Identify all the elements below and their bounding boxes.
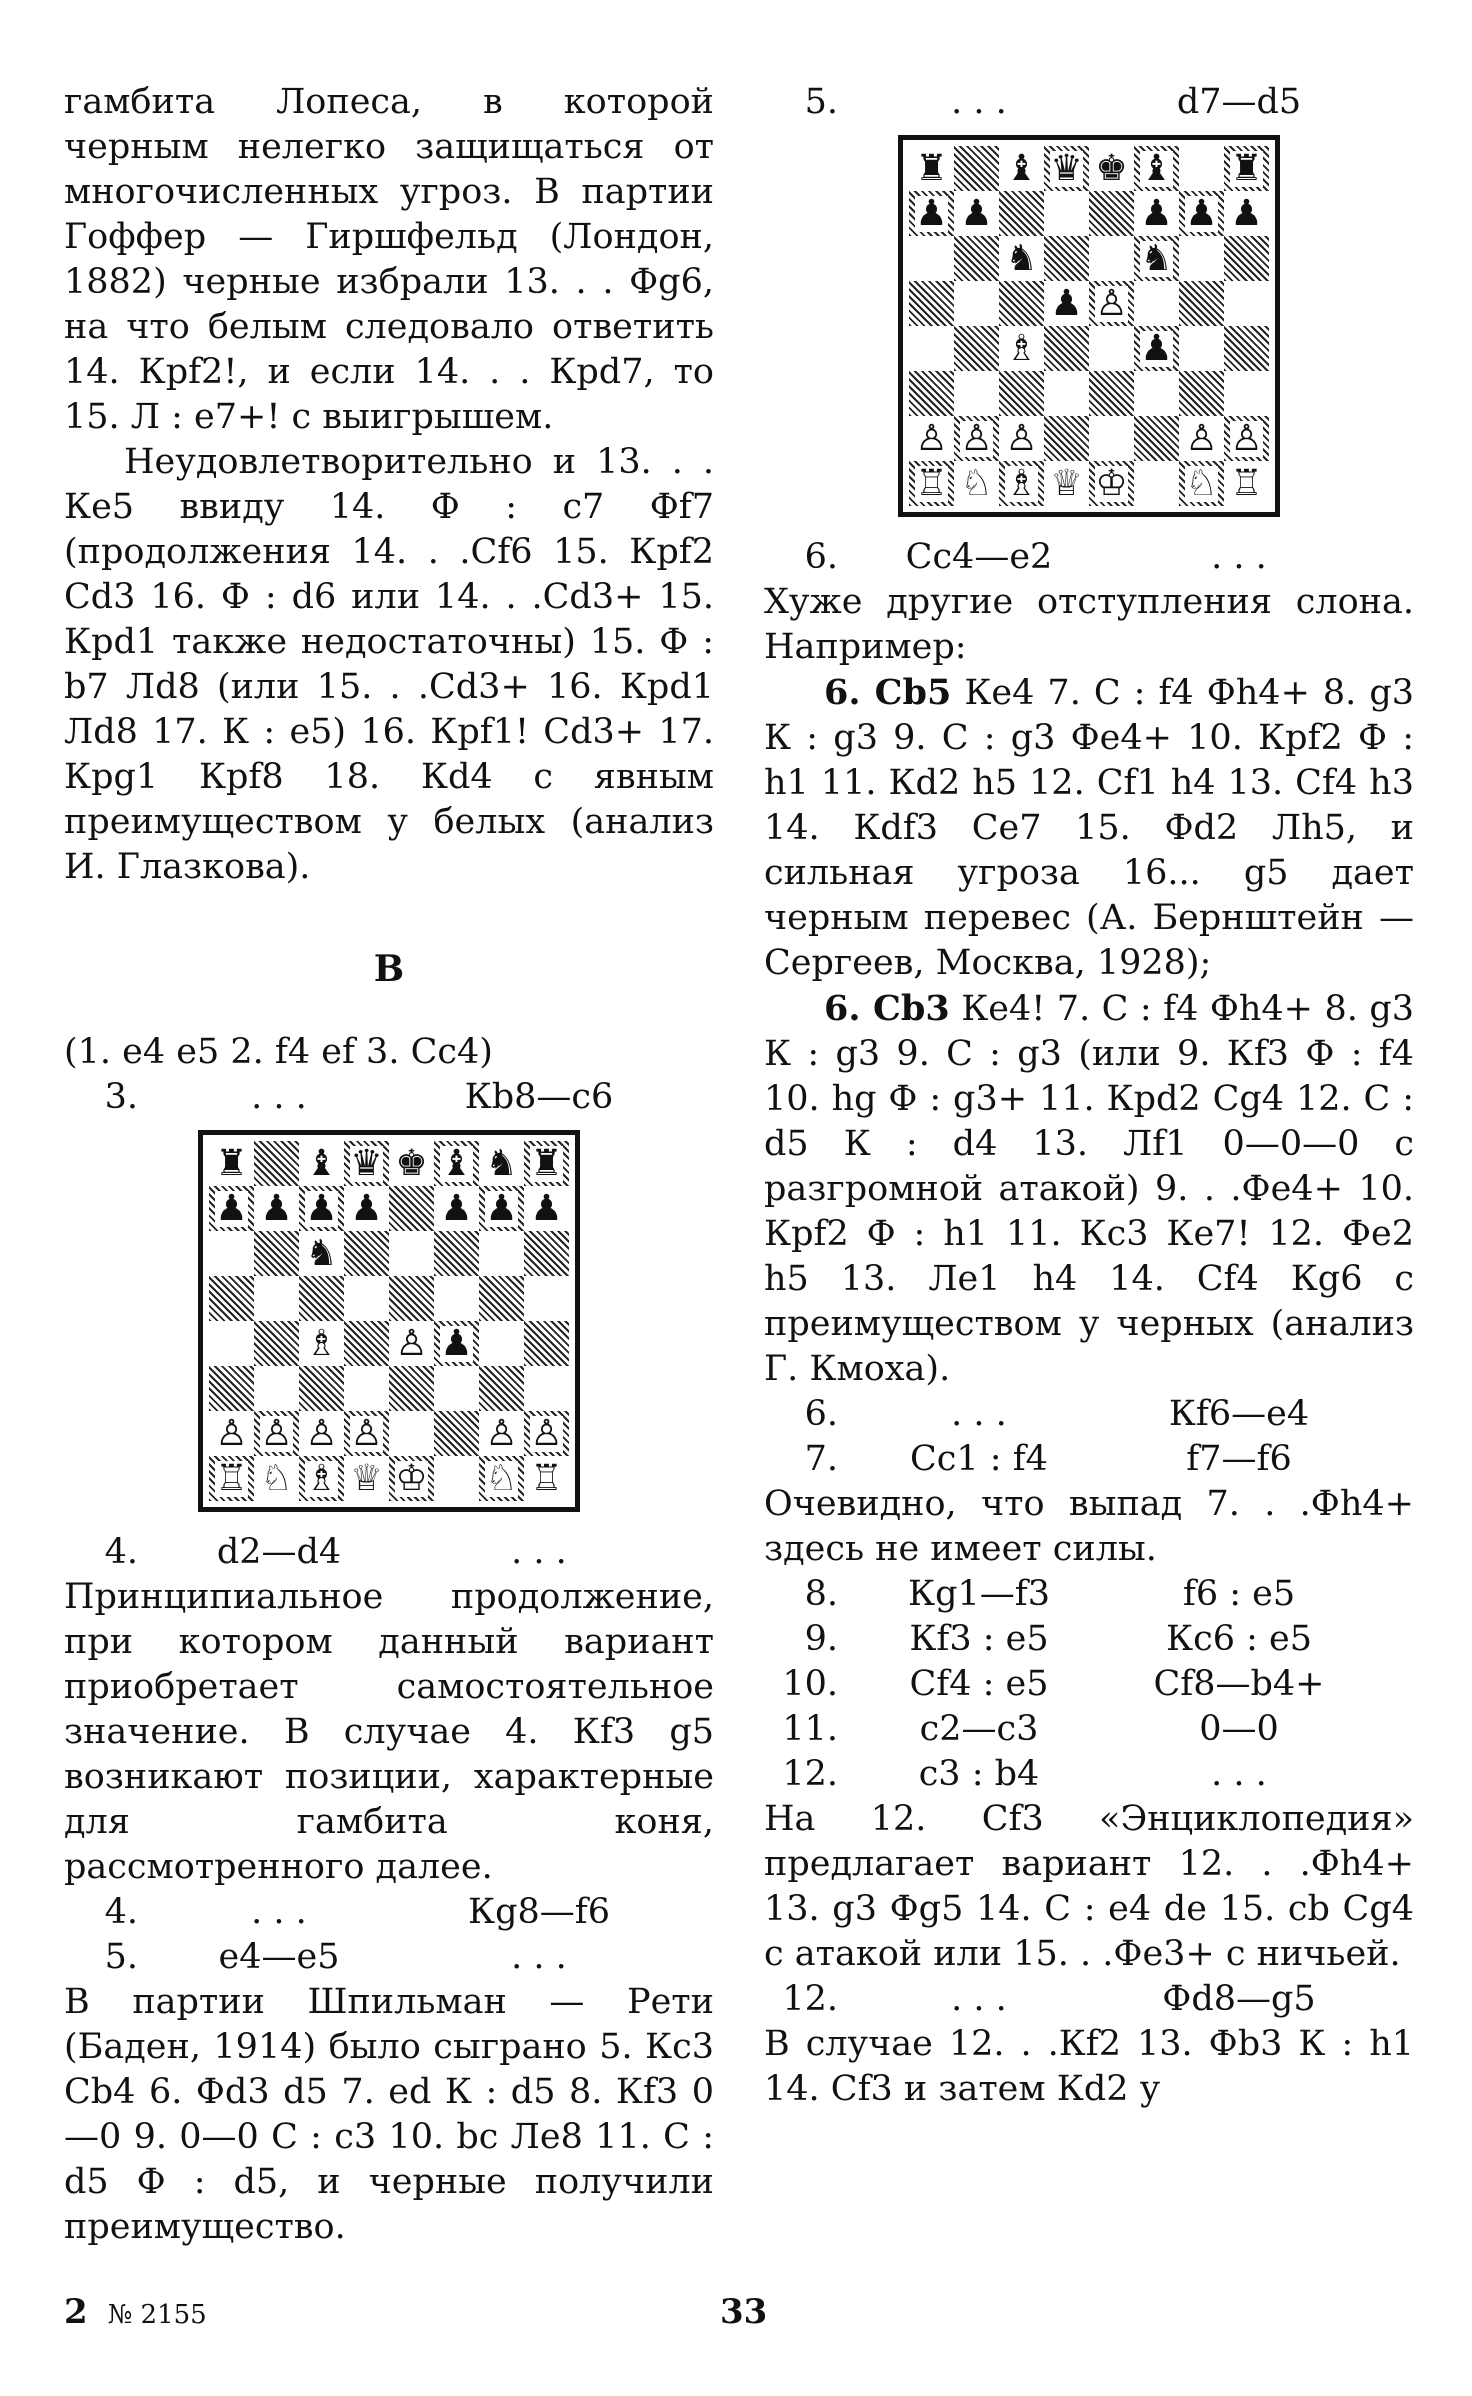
black-move: Сf8—b4+ [1153,1664,1325,1704]
chess-piece-icon: ♙ [960,417,993,459]
board-square [1179,236,1224,281]
chess-piece-icon: ♜ [915,147,948,189]
chess-piece-icon: ♝ [1005,147,1038,189]
board-square [344,1456,389,1501]
move-number: 5. [104,1937,138,1977]
chess-piece-icon: ♗ [1005,462,1038,504]
board-square [209,1366,254,1411]
chess-piece-icon: ♜ [1230,147,1263,189]
white-move: . . . [251,1892,307,1932]
board-square [1089,416,1134,461]
board-square [344,1231,389,1276]
white-move: . . . [951,1394,1007,1434]
move-row [64,1890,714,1935]
board-square [909,461,954,506]
chess-piece-icon: ♟ [1140,327,1173,369]
print-code: № 2155 [107,2300,207,2330]
board-square [344,1366,389,1411]
move-number: 8. [804,1574,838,1614]
board-square [434,1411,479,1456]
paragraph: Принципиальное продолжение, при котором данный вариант приобретает самостоятельное значение. В случае 4. Кf3 g5 возникают позиции, характерные для гамбита коня, рассмотренного далее. [64,1577,714,1887]
board-square [254,1411,299,1456]
board-square [299,1141,344,1186]
chess-piece-icon: ♙ [395,1322,428,1364]
board-square [1134,281,1179,326]
chess-piece-icon: ♟ [440,1187,473,1229]
black-move: . . . [511,1937,567,1977]
chess-piece-icon: ♖ [1230,462,1263,504]
board-square [1089,281,1134,326]
chess-piece-icon: ♙ [1095,282,1128,324]
black-move: 0—0 [1199,1709,1279,1749]
board-square [254,1141,299,1186]
chess-piece-icon: ♔ [395,1457,428,1499]
board-square [479,1276,524,1321]
board-square [954,416,999,461]
board-square [1224,461,1269,506]
board-square [254,1186,299,1231]
white-move: с2—с3 [919,1709,1039,1749]
white-move: Кf3 : е5 [909,1619,1049,1659]
chess-piece-icon: ♟ [485,1187,518,1229]
chess-piece-icon: ♙ [1185,417,1218,459]
black-move: Кf6—е4 [1168,1394,1310,1434]
board-square [1089,191,1134,236]
move-number: 9. [804,1619,838,1659]
board-square [909,281,954,326]
board-square [389,1456,434,1501]
board-square [1089,146,1134,191]
paragraph: Неудовлетворительно и 13. . . Ке5 ввиду 14. Ф : с7 Фf7 (продолжения 14. . .Сf6 15. Крf2 Сd3 16. Ф : d6 или 14. . .Сd3+ 15. Крd1 также недостаточны) 15. Ф : b7 Лd8 (или 15. . .Сd3+ 16. Крd1 Лd8 17. К : е5) 16. Крf1! Сd3+ 17. Крg1 Крf8 18. Кd4 с явным преимуществом у белых (анализ И. Глазкова). [64,442,714,887]
board-square [1134,416,1179,461]
board-square [524,1186,569,1231]
board-square [524,1456,569,1501]
board-square [1044,416,1089,461]
black-move: Кg8—f6 [468,1892,610,1932]
board-square [1044,191,1089,236]
move-number: 11. [782,1709,838,1749]
paragraph: Хуже другие отступления слона. Например: [764,582,1414,667]
black-move: Кb8—с6 [464,1077,614,1117]
move-number: 12. [782,1754,838,1794]
move-row [764,1977,1414,2022]
chess-piece-icon: ♟ [350,1187,383,1229]
white-move: d2—d4 [216,1532,342,1572]
chess-piece-icon: ♟ [1140,192,1173,234]
move-row [764,80,1414,125]
board-square [344,1141,389,1186]
variation-text: Ке4! 7. С : f4 Фh4+ 8. g3 К : g3 9. С : g3 (или 9. Кf3 Ф : f4 10. hg Ф : g3+ 11. Крd2 Сg4 12. С : d5 К : d4 13. Лf1 0—0—0 с разгромной атакой) 9. . .Фе4+ 10. Крf2 Ф : h1 11. Кс3 Ке7! 12. Фе2 h5 13. Ле1 h4 14. Сf4 Кg6 с преимуществом у черных (анализ Г. Кмоха). [764,989,1414,1389]
board-square [1179,461,1224,506]
board-square [479,1411,524,1456]
board-square [524,1276,569,1321]
board-square [909,191,954,236]
white-move: с3 : b4 [918,1754,1040,1794]
board-square [1134,461,1179,506]
move-row [764,1752,1414,1797]
chess-piece-icon: ♞ [1140,237,1173,279]
chess-piece-icon: ♚ [395,1142,428,1184]
board-square [1224,326,1269,371]
chess-piece-icon: ♘ [960,462,993,504]
board-square [299,1231,344,1276]
board-square [909,236,954,281]
move-number: 4. [104,1892,138,1932]
move-number: 3. [104,1077,138,1117]
chess-piece-icon: ♙ [215,1412,248,1454]
move-row [764,1572,1414,1617]
board-square [954,371,999,416]
chess-piece-icon: ♟ [1185,192,1218,234]
board-square [1179,326,1224,371]
board-square [434,1321,479,1366]
black-move: d7—d5 [1176,82,1302,122]
chess-piece-icon: ♙ [485,1412,518,1454]
move-number: 4. [104,1532,138,1572]
board-square [999,461,1044,506]
board-square [434,1366,479,1411]
variation-intro: (1. е4 е5 2. f4 еf 3. Сс4) [64,1032,493,1072]
move-number: 7. [804,1439,838,1479]
section-heading: В [373,948,405,990]
chess-piece-icon: ♖ [215,1457,248,1499]
board-square [524,1321,569,1366]
chess-piece-icon: ♙ [1230,417,1263,459]
board-square [524,1141,569,1186]
move-row [764,1392,1414,1437]
board-square [389,1186,434,1231]
board-square [254,1456,299,1501]
board-square [999,371,1044,416]
board-square [909,371,954,416]
chess-piece-icon: ♜ [215,1142,248,1184]
page-footer-signature [64,2292,207,2335]
move-row [64,1075,714,1120]
board-square [524,1231,569,1276]
move-number: 10. [782,1664,838,1704]
white-move: Кg1—f3 [908,1574,1050,1614]
board-square [254,1276,299,1321]
chess-piece-icon: ♙ [915,417,948,459]
move-row [764,535,1414,580]
white-move: . . . [951,1979,1007,2019]
move-row [64,1935,714,1980]
board-square [999,326,1044,371]
board-square [389,1231,434,1276]
board-square [209,1321,254,1366]
board-square [524,1366,569,1411]
board-square [1089,326,1134,371]
chess-piece-icon: ♞ [485,1142,518,1184]
board-square [1044,326,1089,371]
board-square [299,1186,344,1231]
black-move: f7—f6 [1186,1439,1292,1479]
board-square [1224,281,1269,326]
board-square [479,1141,524,1186]
board-square [389,1276,434,1321]
white-move: е4—е5 [218,1937,340,1977]
board-square [999,236,1044,281]
board-square [1044,281,1089,326]
chess-diagram [198,1130,580,1512]
move-row [764,1437,1414,1482]
move-number: 5. [804,82,838,122]
chess-piece-icon: ♞ [1005,237,1038,279]
variation-lead: 6. Сb3 [824,988,950,1029]
board-square [1224,191,1269,236]
white-move: Сf4 : е5 [909,1664,1049,1704]
board-square [1044,371,1089,416]
board-square [344,1321,389,1366]
board-square [909,326,954,371]
board-square [434,1276,479,1321]
board-square [954,461,999,506]
chess-piece-icon: ♙ [350,1412,383,1454]
chess-piece-icon: ♟ [1050,282,1083,324]
board-square [209,1186,254,1231]
white-move: . . . [951,82,1007,122]
black-move: . . . [1211,1754,1267,1794]
board-square [299,1456,344,1501]
board-square [479,1366,524,1411]
board-square [434,1231,479,1276]
board-square [954,146,999,191]
moves-table [764,1572,1414,1797]
black-move: Фd8—g5 [1162,1979,1316,2019]
board-square [209,1276,254,1321]
board-square [1179,146,1224,191]
board-square [954,191,999,236]
chess-piece-icon: ♗ [1005,327,1038,369]
board-square [999,191,1044,236]
variation-text: Ке4 7. С : f4 Фh4+ 8. g3 К : g3 9. С : g3 Фе4+ 10. Крf2 Ф : h1 11. Кd2 h5 12. Сf1 h4 13. Сf4 h3 14. Кdf3 Се7 15. Фd2 Лh5, и сильная угроза 16... g5 дает черным перевес (А. Бернштейн — Сергеев, Москва, 1928); [764,673,1415,983]
chess-piece-icon: ♟ [260,1187,293,1229]
paragraph: На 12. Сf3 «Энциклопедия» предлагает вариант 12. . .Фh4+ 13. g3 Фg5 14. С : е4 dе 15. сb Сg4 с атакой или 15. . .Фе3+ с ничьей. [764,1799,1414,1974]
chess-piece-icon: ♖ [915,462,948,504]
chess-piece-icon: ♘ [1185,462,1218,504]
board-square [1134,236,1179,281]
board-square [389,1366,434,1411]
board-square [1179,371,1224,416]
board-square [299,1366,344,1411]
board-square [1224,236,1269,281]
chess-diagram [898,135,1280,517]
chess-piece-icon: ♟ [960,192,993,234]
paragraph [764,986,1414,1392]
right-column [764,80,1414,2112]
board-square [1044,236,1089,281]
board-square [344,1411,389,1456]
chess-piece-icon: ♗ [305,1457,338,1499]
white-move: Сс1 : f4 [910,1439,1048,1479]
board-square [389,1321,434,1366]
chess-piece-icon: ♙ [260,1412,293,1454]
board-square [1224,146,1269,191]
chess-piece-icon: ♕ [350,1457,383,1499]
board-square [254,1366,299,1411]
chess-piece-icon: ♞ [305,1232,338,1274]
chess-piece-icon: ♙ [530,1412,563,1454]
chess-piece-icon: ♟ [215,1187,248,1229]
black-move: f6 : е5 [1182,1574,1296,1614]
chess-piece-icon: ♗ [305,1322,338,1364]
signature-mark: 2 [64,2292,88,2332]
chess-piece-icon: ♝ [305,1142,338,1184]
black-move: . . . [1211,537,1267,577]
board-square [299,1321,344,1366]
board-square [1134,326,1179,371]
board-square [434,1456,479,1501]
chess-piece-icon: ♜ [530,1142,563,1184]
board-square [344,1186,389,1231]
variation-lead: 6. Сb5 [824,672,952,713]
chess-piece-icon: ♟ [530,1187,563,1229]
board-square [954,326,999,371]
board-square [479,1231,524,1276]
board-square [954,236,999,281]
board-square [209,1141,254,1186]
chess-piece-icon: ♛ [350,1142,383,1184]
chess-piece-icon: ♙ [1005,417,1038,459]
board-square [524,1411,569,1456]
paragraph: В партии Шпильман — Рети (Баден, 1914) было сыграно 5. Кс3 Сb4 6. Фd3 d5 7. еd К : d5 8. Кf3 0—0 9. 0—0 С : с3 10. bс Ле8 11. С : d5 Ф : d5, и черные получили преимущество. [64,1982,714,2247]
chess-piece-icon: ♘ [260,1457,293,1499]
chess-piece-icon: ♚ [1095,147,1128,189]
board-square [1044,461,1089,506]
chess-piece-icon: ♝ [440,1142,473,1184]
chess-piece-icon: ♘ [485,1457,518,1499]
black-move: . . . [511,1532,567,1572]
board-square [299,1276,344,1321]
chess-piece-icon: ♟ [1230,192,1263,234]
board-square [299,1411,344,1456]
board-square [389,1141,434,1186]
board-square [909,416,954,461]
board-square [479,1186,524,1231]
left-column [64,80,714,2250]
board-square [1134,371,1179,416]
board-square [909,146,954,191]
move-row [764,1662,1414,1707]
board-square [209,1411,254,1456]
move-row [764,1617,1414,1662]
paragraph: гамбита Лопеса, в которой черным нелегко защищаться от многочисленных угроз. В партии Гоффер — Гиршфельд (Лондон, 1882) черные избрали 13. . . Фg6, на что белым следовало ответить 14. Крf2!, и если 14. . . Крd7, то 15. Л : е7+! с выигрышем. [64,82,714,437]
board-square [209,1231,254,1276]
board-square [209,1456,254,1501]
chess-piece-icon: ♔ [1095,462,1128,504]
move-number: 6. [804,1394,838,1434]
board-square [1179,191,1224,236]
move-number: 6. [804,537,838,577]
board-square [344,1276,389,1321]
white-move: Сс4—е2 [905,537,1053,577]
board-square [389,1411,434,1456]
move-row [764,1707,1414,1752]
paragraph [764,670,1414,986]
board-square [954,281,999,326]
board-square [1224,416,1269,461]
board-square [1134,146,1179,191]
board-square [1224,371,1269,416]
board-square [254,1231,299,1276]
chess-piece-icon: ♟ [440,1322,473,1364]
chess-piece-icon: ♟ [915,192,948,234]
board-square [999,416,1044,461]
board-square [479,1456,524,1501]
board-square [1179,416,1224,461]
board-square [1044,146,1089,191]
board-square [254,1321,299,1366]
board-square [1089,236,1134,281]
chess-piece-icon: ♛ [1050,147,1083,189]
paragraph: В случае 12. . .Кf2 13. Фb3 К : h1 14. Сf3 и затем Кd2 у [764,2024,1414,2109]
chess-piece-icon: ♟ [305,1187,338,1229]
chess-piece-icon: ♝ [1140,147,1173,189]
board-square [1089,461,1134,506]
board-square [434,1186,479,1231]
chess-piece-icon: ♖ [530,1457,563,1499]
chess-piece-icon: ♙ [305,1412,338,1454]
paragraph: Очевидно, что выпад 7. . .Фh4+ здесь не имеет силы. [764,1484,1414,1569]
black-move: Кс6 : е5 [1166,1619,1312,1659]
board-square [1089,371,1134,416]
move-number: 12. [782,1979,838,2019]
white-move: . . . [251,1077,307,1117]
chess-piece-icon: ♕ [1050,462,1083,504]
board-square [479,1321,524,1366]
move-row [64,1530,714,1575]
page-number: 33 [720,2292,768,2332]
board-square [999,146,1044,191]
board-square [999,281,1044,326]
board-square [1179,281,1224,326]
board-square [1134,191,1179,236]
board-square [434,1141,479,1186]
